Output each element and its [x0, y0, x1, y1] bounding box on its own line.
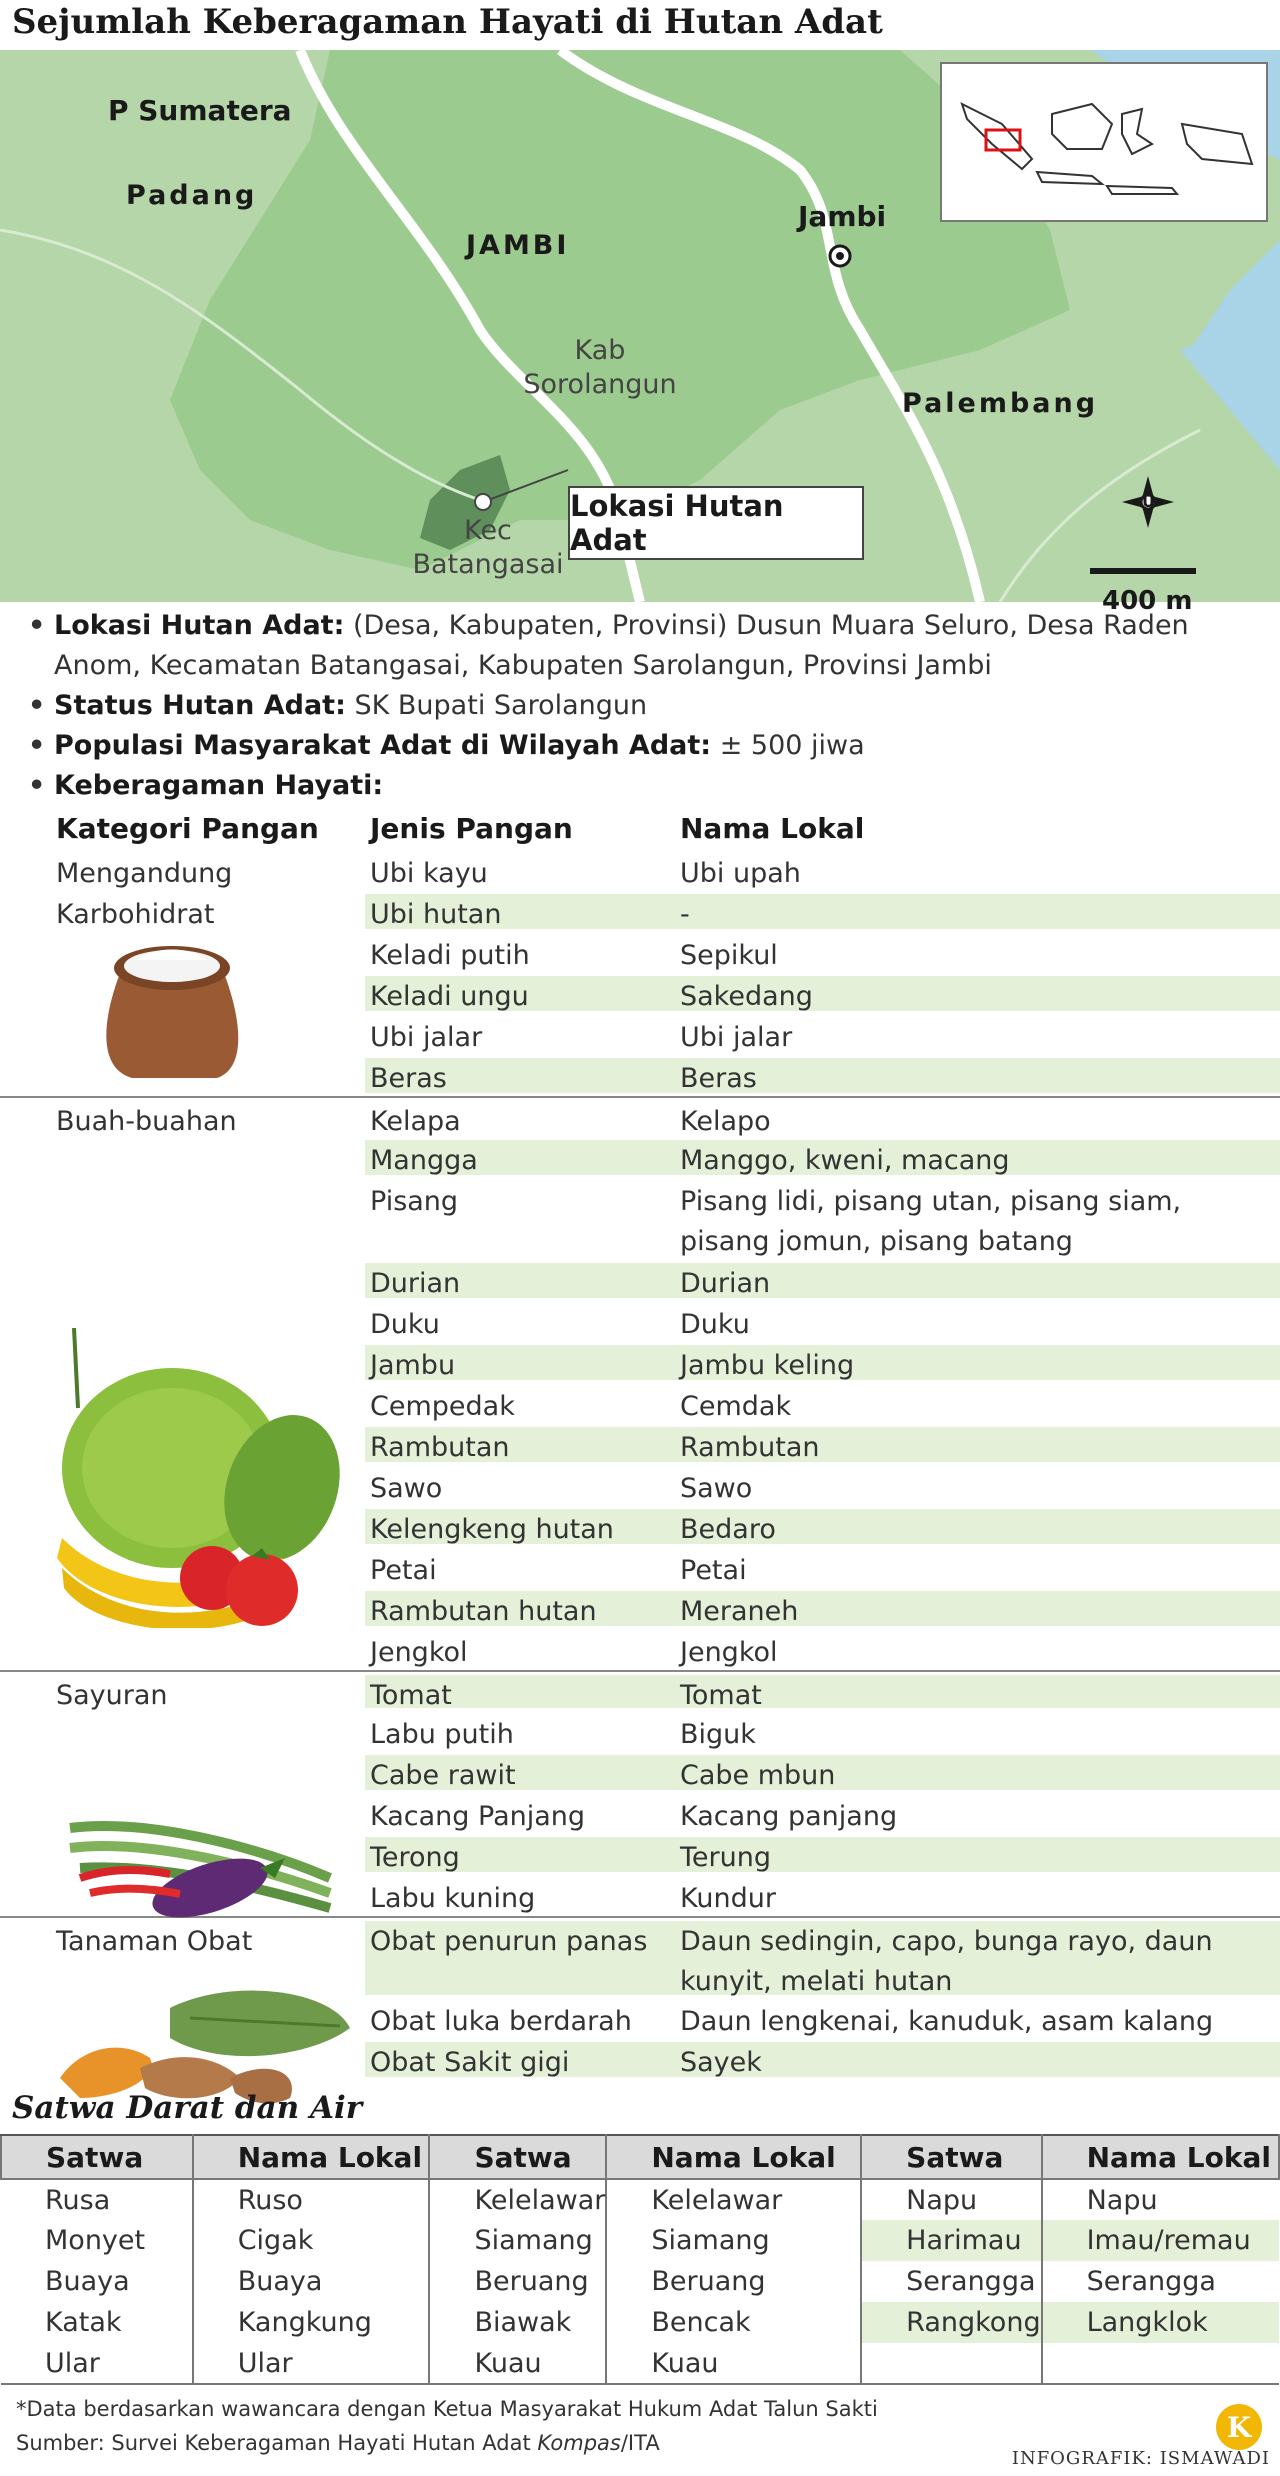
satwa-row: [1, 2261, 1279, 2302]
header-lokal: Nama Lokal: [680, 812, 865, 845]
food-lokal: Ubi upah: [680, 858, 801, 889]
info-keberagaman: [28, 766, 1268, 806]
food-jenis: Rambutan: [370, 1432, 510, 1463]
footnote-source: [16, 2426, 878, 2460]
satwa-local-name: Ruso: [193, 2179, 430, 2220]
satwa-row: [1, 2343, 1279, 2384]
food-jenis: Mangga: [370, 1145, 478, 1176]
satwa-name: Siamang: [429, 2220, 606, 2261]
satwa-name: Katak: [1, 2302, 193, 2343]
satwa-name: Rangkong: [861, 2302, 1041, 2343]
satwa-local-name: Napu: [1086, 2184, 1158, 2216]
food-jenis: Terong: [370, 1842, 460, 1873]
food-lokal: Terung: [680, 1842, 771, 1873]
satwa-row: [1, 2179, 1279, 2220]
page-title: Sejumlah Keberagaman Hayati di Hutan Adat: [12, 2, 883, 42]
food-jenis: Pisang: [370, 1186, 459, 1217]
food-lokal: Jambu keling: [680, 1350, 855, 1381]
header-lokal-3: Nama Lokal: [1042, 2135, 1279, 2179]
food-row: [0, 891, 1280, 932]
compass-label: U: [1142, 492, 1155, 511]
satwa-table: [0, 2134, 1280, 2385]
header-lokal-1: Nama Lokal: [193, 2135, 430, 2179]
food-lokal: Durian: [680, 1268, 771, 1299]
lokasi-value: (Desa, Kabupaten, Provinsi) Dusun Muara Seluro, Desa Raden Anom, Kecamatan Batangasai, Kabupaten Sarolangun, Provinsi Jambi: [54, 610, 1189, 681]
food-lokal: Petai: [680, 1555, 747, 1586]
satwa-title: Satwa Darat dan Air: [12, 2090, 363, 2126]
status-label: Status Hutan Adat:: [54, 690, 346, 721]
food-lokal: Beras: [680, 1063, 757, 1094]
satwa-name: Monyet: [1, 2220, 193, 2261]
food-jenis: Keladi putih: [370, 940, 530, 971]
food-jenis: Ubi hutan: [370, 899, 502, 930]
food-lokal: Sawo: [680, 1473, 753, 1504]
food-jenis: Cabe rawit: [370, 1760, 516, 1791]
food-jenis: Kelengkeng hutan: [370, 1514, 614, 1545]
info-lokasi: [28, 606, 1268, 686]
satwa-name: Napu: [861, 2179, 1041, 2220]
satwa-local-name: Ular: [193, 2343, 430, 2384]
label-batangasai: Batangasai: [412, 549, 564, 580]
populasi-value: ± 500 jiwa: [719, 730, 865, 761]
satwa-name: Serangga: [861, 2261, 1041, 2302]
food-row: [0, 1260, 1280, 1301]
food-row: [0, 1711, 1280, 1752]
header-lokal-2: Nama Lokal: [606, 2135, 861, 2179]
label-jambi-province: JAMBI: [466, 230, 570, 261]
food-lokal: Rambutan: [680, 1432, 820, 1463]
satwa-name: Harimau: [861, 2220, 1041, 2261]
food-kategori: Sayuran: [56, 1680, 168, 1711]
food-kategori: Buah-buahan: [56, 1106, 237, 1137]
food-row: [0, 1137, 1280, 1178]
food-lokal: Sakedang: [680, 981, 813, 1012]
hutan-adat-marker: [475, 494, 491, 510]
source-suffix: /ITA: [620, 2431, 660, 2455]
food-lokal: Ubi jalar: [680, 1022, 793, 1053]
food-jenis: Duku: [370, 1309, 440, 1340]
food-table-header: [0, 808, 1280, 850]
scale-label: 400 m: [1102, 586, 1193, 616]
food-lokal: Cabe mbun: [680, 1760, 836, 1791]
hutan-adat-callout: Lokasi Hutan Adat: [568, 486, 864, 560]
satwa-local-name: Siamang: [606, 2220, 861, 2261]
satwa-name: Kelelawar: [429, 2179, 606, 2220]
label-jambi-city: Jambi: [798, 200, 887, 233]
header-jenis: Jenis Pangan: [370, 812, 573, 845]
food-jenis: Rambutan hutan: [370, 1596, 597, 1627]
satwa-name: Ular: [1, 2343, 193, 2384]
food-row: [0, 1670, 1280, 1711]
food-jenis: Ubi kayu: [370, 858, 488, 889]
status-value: SK Bupati Sarolangun: [354, 690, 648, 721]
vegetable-illustration-icon: [60, 1808, 340, 1938]
food-jenis: Labu kuning: [370, 1883, 536, 1914]
food-jenis: Obat luka berdarah: [370, 2006, 632, 2037]
source-prefix: Sumber: Survei Keberagaman Hayati Hutan Adat: [16, 2431, 538, 2455]
populasi-label: Populasi Masyarakat Adat di Wilayah Adat:: [54, 730, 712, 761]
food-jenis: Cempedak: [370, 1391, 515, 1422]
herbal-illustration-icon: [50, 1978, 360, 2108]
kompas-logo: K: [1216, 2404, 1262, 2450]
food-jenis: Obat Sakit gigi: [370, 2047, 570, 2078]
satwa-row: [1, 2220, 1279, 2261]
food-jenis: Kacang Panjang: [370, 1801, 586, 1832]
header-satwa-1: Satwa: [1, 2135, 193, 2179]
food-lokal: Kundur: [680, 1883, 776, 1914]
food-lokal: Bedaro: [680, 1514, 776, 1545]
source-italic: Kompas: [537, 2431, 621, 2455]
label-palembang: Palembang: [902, 388, 1099, 419]
food-jenis: Beras: [370, 1063, 447, 1094]
satwa-table-body: [1, 2179, 1279, 2384]
food-row: [0, 1178, 1280, 1260]
header-satwa-2: Satwa: [429, 2135, 606, 2179]
satwa-local-name: Imau/remau: [1042, 2220, 1279, 2261]
label-padang: Padang: [126, 180, 258, 211]
lokasi-label: Lokasi Hutan Adat:: [54, 610, 345, 641]
food-row: [0, 1096, 1280, 1137]
satwa-local-name: Kangkung: [193, 2302, 430, 2343]
food-lokal: Pisang lidi, pisang utan, pisang siam, pisang jomun, pisang batang: [680, 1186, 1182, 1257]
satwa-name: Biawak: [429, 2302, 606, 2343]
satwa-name: Buaya: [1, 2261, 193, 2302]
food-lokal: Sayek: [680, 2047, 762, 2078]
food-lokal: -: [680, 899, 690, 930]
location-map: [0, 50, 1280, 616]
food-lokal: Tomat: [680, 1680, 762, 1711]
food-jenis: Labu putih: [370, 1719, 514, 1750]
food-row: [0, 1752, 1280, 1793]
food-jenis: Jengkol: [370, 1637, 468, 1668]
satwa-local-name: Buaya: [193, 2261, 430, 2302]
satwa-name: [861, 2343, 1041, 2384]
scale-bar: [1090, 568, 1196, 574]
satwa-local-name: [1042, 2343, 1279, 2384]
food-lokal: Biguk: [680, 1719, 756, 1750]
satwa-local-name: Beruang: [606, 2261, 861, 2302]
food-table: [0, 808, 1280, 2080]
food-jenis: Petai: [370, 1555, 437, 1586]
satwa-local-name: Kelelawar: [606, 2179, 861, 2220]
satwa-local-name: Langklok: [1042, 2302, 1279, 2343]
food-lokal: Jengkol: [680, 1637, 778, 1668]
label-kab: Kab: [574, 335, 626, 366]
food-lokal: Sepikul: [680, 940, 778, 971]
food-row: [0, 850, 1280, 891]
food-jenis: Kelapa: [370, 1106, 461, 1137]
satwa-local-name: Kuau: [606, 2343, 861, 2384]
food-jenis: Durian: [370, 1268, 461, 1299]
satwa-name: Rusa: [1, 2179, 193, 2220]
food-lokal: Kelapo: [680, 1106, 771, 1137]
food-jenis: Ubi jalar: [370, 1022, 483, 1053]
food-jenis: Tomat: [370, 1680, 452, 1711]
food-lokal: Duku: [680, 1309, 750, 1340]
food-lokal: Daun sedingin, capo, bunga rayo, daun kunyit, melati hutan: [680, 1926, 1213, 1997]
food-kategori: Tanaman Obat: [56, 1926, 253, 1957]
rice-sack-icon: [92, 928, 252, 1088]
satwa-local-name: Serangga: [1086, 2266, 1216, 2297]
indonesia-inset-map: [940, 62, 1268, 222]
label-sorolangun: Sorolangun: [523, 369, 677, 400]
food-lokal: Meraneh: [680, 1596, 799, 1627]
info-section: [28, 606, 1268, 806]
satwa-row: [1, 2302, 1279, 2343]
footnote-note: *Data berdasarkan wawancara dengan Ketua Masyarakat Hukum Adat Talun Sakti: [16, 2397, 878, 2421]
food-jenis: Keladi ungu: [370, 981, 529, 1012]
satwa-local-name: Cigak: [193, 2220, 430, 2261]
food-jenis: Jambu: [370, 1350, 456, 1381]
satwa-header-row: [1, 2135, 1279, 2179]
food-lokal: Manggo, kweni, macang: [680, 1145, 1010, 1176]
food-kategori: Karbohidrat: [56, 899, 215, 930]
keberagaman-label: Keberagaman Hayati:: [54, 770, 384, 801]
label-sumatera: P Sumatera: [108, 94, 292, 127]
footnote: [16, 2392, 878, 2460]
label-kec: Kec: [464, 515, 512, 546]
food-lokal: Kacang panjang: [680, 1801, 898, 1832]
food-row: [0, 1629, 1280, 1670]
infographic-credit: INFOGRAFIK: ISMAWADI: [1011, 2448, 1270, 2469]
satwa-local-name: Bencak: [606, 2302, 861, 2343]
food-jenis: Obat penurun panas: [370, 1926, 648, 1957]
info-populasi: [28, 726, 1268, 766]
food-kategori: Mengandung: [56, 858, 233, 889]
info-status: [28, 686, 1268, 726]
food-lokal: Cemdak: [680, 1391, 792, 1422]
satwa-name: Kuau: [429, 2343, 606, 2384]
header-kategori: Kategori Pangan: [56, 812, 319, 845]
food-jenis: Sawo: [370, 1473, 443, 1504]
satwa-name: Beruang: [429, 2261, 606, 2302]
header-satwa-3: Satwa: [861, 2135, 1041, 2179]
food-lokal: Daun lengkenai, kanuduk, asam kalang: [680, 2006, 1214, 2037]
fruit-illustration-icon: [52, 1328, 352, 1628]
